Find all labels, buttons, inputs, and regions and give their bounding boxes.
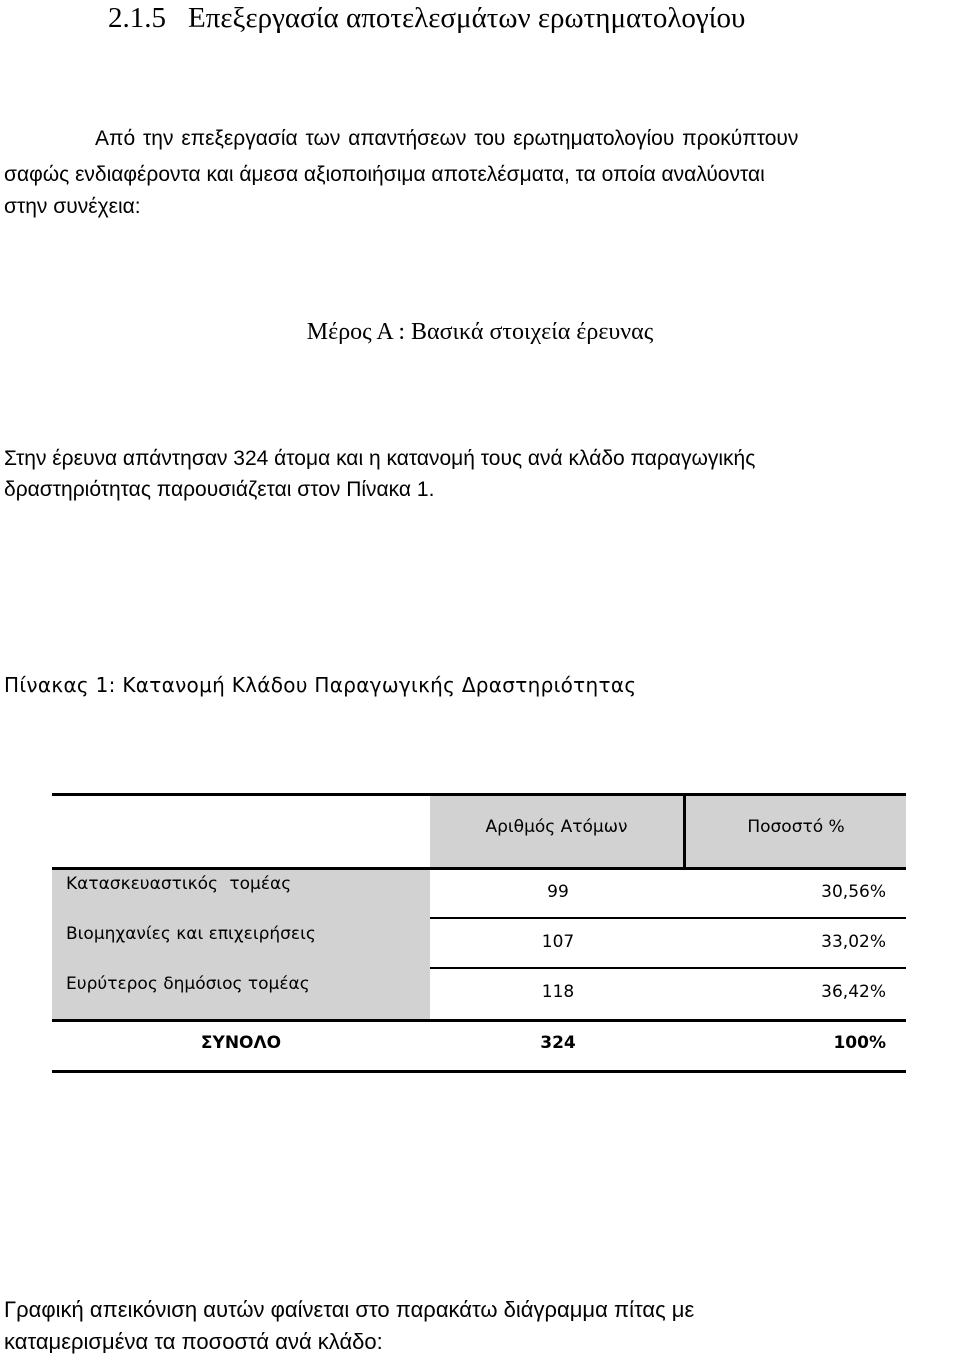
row-label: Κατασκευαστικός τομέας <box>66 874 292 894</box>
row-percent: 36,42% <box>821 982 886 1002</box>
row-count: 118 <box>541 982 575 1002</box>
section-title-text: Επεξεργασία αποτελεσμάτων ερωτηματολογίου <box>188 2 746 34</box>
distribution-table <box>52 793 906 1073</box>
intro-line-2: σαφώς ενδιαφέροντα και άμεσα αξιοποιήσιμα αποτελέσματα, τα οποία αναλύονται <box>4 163 765 186</box>
total-top-rule <box>52 1019 906 1022</box>
intro-line-1: Από την επεξεργασία των απαντήσεων του ερωτηματολογίου προκύπτουν <box>95 127 799 150</box>
row-count: 107 <box>541 932 575 952</box>
paragraph-line-2: δραστηριότητας παρουσιάζεται στον Πίνακα 1. <box>4 478 435 501</box>
row-count: 99 <box>547 882 569 902</box>
table-bottom-rule <box>52 1070 906 1073</box>
part-heading: Μέρος Α : Βασικά στοιχεία έρευνας <box>306 319 654 345</box>
row-2-rule <box>430 967 906 969</box>
header-percent: Ποσοστό % <box>747 817 845 837</box>
closing-line-1: Γραφική απεικόνιση αυτών φαίνεται στο παρακάτω διάγραμμα πίτας με <box>4 1297 695 1322</box>
closing-line-2: καταμερισμένα τα ποσοστά ανά κλάδο: <box>4 1329 383 1354</box>
total-label: ΣΥΝΟΛΟ <box>200 1033 282 1053</box>
paragraph-line-1: Στην έρευνα απάντησαν 324 άτομα και η κατανομή τους ανά κλάδο παραγωγικής <box>4 447 756 470</box>
section-title <box>108 0 745 36</box>
row-percent: 33,02% <box>821 932 886 952</box>
total-percent: 100% <box>833 1033 886 1053</box>
total-count: 324 <box>540 1033 576 1053</box>
row-label: Βιομηχανίες και επιχειρήσεις <box>66 924 316 944</box>
row-percent: 30,56% <box>821 882 886 902</box>
table-caption: Πίνακας 1: Κατανομή Κλάδου Παραγωγικής Δραστηριότητας <box>4 673 637 697</box>
row-1-rule <box>430 917 906 919</box>
row-label: Ευρύτερος δημόσιος τομέας <box>66 974 310 994</box>
intro-line-3: στην συνέχεια: <box>4 195 141 218</box>
header-count: Αριθμός Ατόμων <box>485 817 628 837</box>
section-number: 2.1.5 <box>108 2 166 34</box>
